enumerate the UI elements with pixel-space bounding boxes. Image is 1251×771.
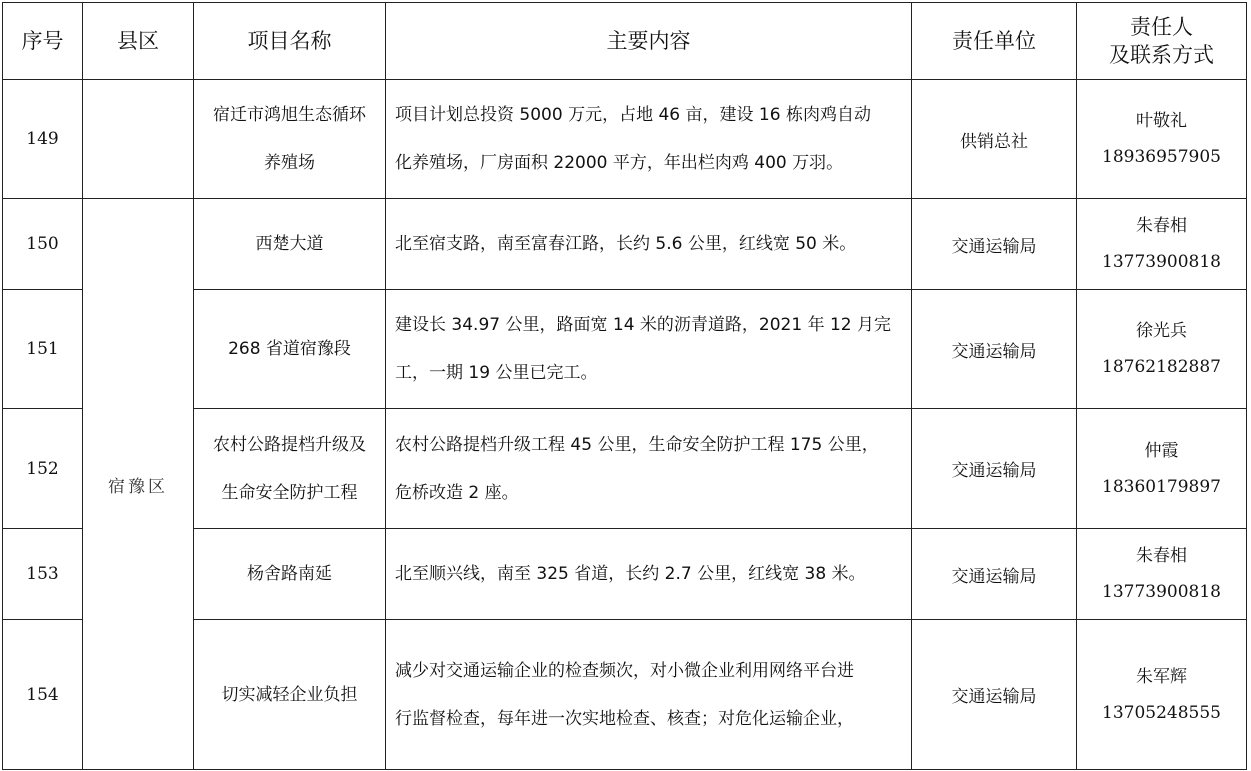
person-name: 叶敬礼	[1136, 111, 1187, 131]
content-line: 危桥改造 2 座。	[395, 482, 519, 503]
project-name	[194, 199, 386, 290]
row-no: 154	[3, 620, 83, 770]
responsible-person	[1077, 290, 1247, 409]
responsible-person	[1077, 80, 1247, 199]
person-phone: 13773900818	[1102, 252, 1221, 272]
content-line: 行监督检查，每年进一次实地检查、核查；对危化运输企业，	[395, 708, 854, 729]
project-name-line: 农村公路提档升级及	[213, 434, 366, 455]
row-no: 153	[3, 529, 83, 620]
project-name-line: 生命安全防护工程	[221, 482, 358, 503]
row-no: 149	[3, 80, 83, 199]
project-name-line: 杨舍路南延	[247, 564, 332, 584]
project-content	[386, 409, 912, 529]
table-header-row	[3, 3, 1247, 80]
header-unit: 责任单位	[912, 3, 1077, 80]
row-no: 151	[3, 290, 83, 409]
responsible-unit: 交通运输局	[912, 620, 1077, 770]
content-line: 北至顺兴线，南至 325 省道，长约 2.7 公里，红线宽 38 米。	[395, 564, 866, 584]
table-row	[3, 80, 1247, 199]
person-name: 徐光兵	[1136, 321, 1187, 341]
person-phone: 18936957905	[1102, 147, 1221, 167]
content-line: 北至宿支路，南至富春江路，长约 5.6 公里，红线宽 50 米。	[395, 234, 857, 254]
county-name: 宿豫区	[83, 199, 194, 770]
person-phone: 13773900818	[1102, 582, 1221, 602]
responsible-unit: 交通运输局	[912, 290, 1077, 409]
person-phone: 18762182887	[1102, 357, 1221, 377]
project-name	[194, 529, 386, 620]
content-line: 减少对交通运输企业的检查频次，对小微企业利用网络平台进	[395, 660, 854, 681]
header-person	[1077, 3, 1247, 80]
person-name: 朱军辉	[1136, 666, 1187, 687]
content-line: 工，一期 19 公里已完工。	[395, 363, 598, 383]
project-content	[386, 620, 912, 770]
project-name-line: 268 省道宿豫段	[228, 339, 351, 359]
responsible-person	[1077, 199, 1247, 290]
person-name: 朱春相	[1136, 546, 1187, 566]
project-name	[194, 409, 386, 529]
header-person-line2: 及联系方式	[1109, 43, 1214, 67]
person-name: 仲霞	[1144, 440, 1179, 461]
content-line: 农村公路提档升级工程 45 公里，生命安全防护工程 175 公里，	[395, 434, 879, 455]
responsible-unit: 交通运输局	[912, 199, 1077, 290]
responsible-person	[1077, 409, 1247, 529]
project-name-line: 切实减轻企业负担	[221, 684, 358, 705]
county-cell-empty	[83, 80, 194, 199]
responsible-unit: 交通运输局	[912, 529, 1077, 620]
responsible-person	[1077, 620, 1247, 770]
project-content	[386, 290, 912, 409]
project-table	[2, 2, 1247, 770]
project-name-line: 宿迁市鸿旭生态循环	[213, 105, 366, 125]
header-content: 主要内容	[386, 3, 912, 80]
project-content	[386, 199, 912, 290]
project-content	[386, 80, 912, 199]
project-name	[194, 80, 386, 199]
header-project-name: 项目名称	[194, 3, 386, 80]
person-phone: 18360179897	[1102, 476, 1221, 497]
responsible-person	[1077, 529, 1247, 620]
person-phone: 13705248555	[1102, 702, 1221, 723]
header-no: 序号	[3, 3, 83, 80]
header-person-line1: 责任人	[1130, 15, 1193, 39]
content-line: 项目计划总投资 5000 万元，占地 46 亩，建设 16 栋肉鸡自动	[395, 105, 871, 125]
responsible-unit: 交通运输局	[912, 409, 1077, 529]
table-row	[3, 199, 1247, 290]
content-line: 建设长 34.97 公里，路面宽 14 米的沥青道路，2021 年 12 月完	[395, 315, 892, 335]
project-content	[386, 529, 912, 620]
project-name	[194, 290, 386, 409]
project-name	[194, 620, 386, 770]
project-name-line: 西楚大道	[255, 234, 324, 254]
content-line: 化养殖场，厂房面积 22000 平方，年出栏肉鸡 400 万羽。	[395, 153, 844, 173]
person-name: 朱春相	[1136, 216, 1187, 236]
header-county: 县区	[83, 3, 194, 80]
project-name-line: 养殖场	[264, 153, 315, 173]
row-no: 152	[3, 409, 83, 529]
responsible-unit: 供销总社	[912, 80, 1077, 199]
row-no: 150	[3, 199, 83, 290]
